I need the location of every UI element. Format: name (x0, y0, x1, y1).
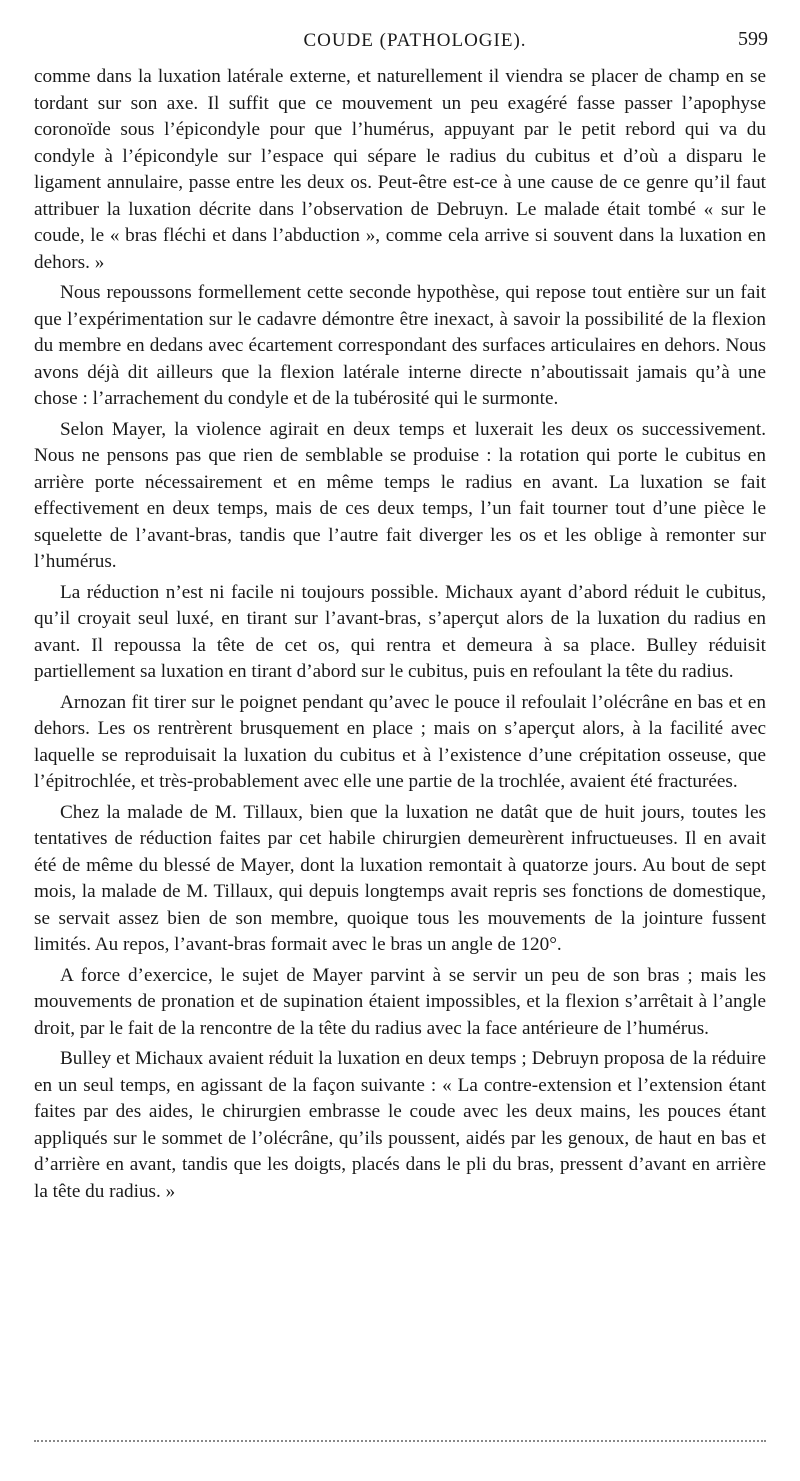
running-header (60, 30, 770, 60)
paragraph: A force d’exercice, le sujet de Mayer parvint à se servir un peu de son bras ; mais les mouvements de pronation et de supination étaient impossibles, et la flexion s’arrêtait à l’angle droit, par le fait de la rencontre de la tête du radius avec la face antérieure de l’humérus. (34, 964, 766, 1039)
running-title: COUDE (PATHOLOGIE). (303, 30, 527, 51)
paragraph-continued: comme dans la luxation latérale externe, et naturellement il viendra se placer de champ en se tordant sur son axe. Il suffit que ce mouvement un peu exagéré fasse passer l’apophyse coronoïde sous l’épicondyle pour que l’humérus, appuyant par le petit rebord qui va du condyle à l’épicondyle sur l’espace qui sépare le radius du cubitus et d’où a disparu le ligament annulaire, passe entre les deux os. Peut-être est-ce à une cause de ce genre qu’il faut attribuer la luxation décrite dans l’observation de Debruyn. Le malade était tombé « sur le coude, le « bras fléchi et dans l’abduction », comme cela arrive si souvent dans la luxation en dehors. » (34, 66, 766, 273)
body-text (34, 64, 766, 1209)
paragraph: Nous repoussons formellement cette seconde hypothèse, qui repose tout entière sur un fait que l’expérimentation sur le cadavre démontre être inexact, à savoir la possibilité de la flexion du membre en dedans avec écartement correspondant des surfaces articulaires en dehors. Nous avons déjà dit ailleurs que la flexion latérale interne directe n’aboutissait jamais qu’à une chose : l’arrachement du condyle et de la tubérosité qui le surmonte. (34, 282, 766, 409)
footer-rule (34, 1440, 766, 1442)
paragraph: La réduction n’est ni facile ni toujours possible. Michaux ayant d’abord réduit le cubitus, qu’il croyait seul luxé, en tirant sur l’avant-bras, s’aperçut alors de la luxation du radius en avant. Il repoussa la tête de cet os, qui rentra et demeura à sa place. Bulley réduisit partiellement sa luxation en tirant d’abord sur le cubitus, puis en refoulant la tête du radius. (34, 581, 766, 682)
page-number: 599 (738, 28, 768, 50)
paragraph: Bulley et Michaux avaient réduit la luxation en deux temps ; Debruyn proposa de la réduire en un seul temps, en agissant de la façon suivante : « La contre-extension et l’extension étant faites par des aides, le chirurgien embrasse le coude avec les deux mains, les pouces étant appliqués sur le sommet de l’olécrâne, qu’ils poussent, aidés par les genoux, de haut en bas et d’arrière en avant, tandis que les doigts, placés dans le pli du bras, pressent d’avant en arrière la tête du radius. » (34, 1048, 766, 1202)
paragraph: Arnozan fit tirer sur le poignet pendant qu’avec le pouce il refoulait l’olécrâne en bas et en dehors. Les os rentrèrent brusquement en place ; mais on s’aperçut alors, à la facilité avec laquelle se reproduisait la luxation du cubitus et à l’existence d’une crépitation osseuse, que l’épitrochlée, et très-probablement avec elle une partie de la trochlée, avaient été fracturées. (34, 691, 766, 792)
paragraph: Selon Mayer, la violence agirait en deux temps et luxerait les deux os successivement. Nous ne pensons pas que rien de semblable se produise : la rotation qui porte le cubitus en arrière porte nécessairement et en même temps le radius en avant. La luxation se fait effectivement en deux temps, mais de ces deux temps, l’un fait tourner tout d’une pièce le squelette de l’avant-bras, tandis que l’autre fait diverger les os et les oblige à remonter sur l’humérus. (34, 418, 766, 572)
paragraph: Chez la malade de M. Tillaux, bien que la luxation ne datât que de huit jours, toutes les tentatives de réduction faites par cet habile chirurgien demeurèrent infructueuses. Il en avait été de même du blessé de Mayer, dont la luxation remontait à quatorze jours. Au bout de sept mois, la malade de M. Tillaux, qui depuis longtemps avait repris ses fonctions de domestique, se servait assez bien de son membre, quoique tous les mouvements de la jointure fussent limités. Au repos, l’avant-bras formait avec le bras un angle de 120°. (34, 801, 766, 955)
